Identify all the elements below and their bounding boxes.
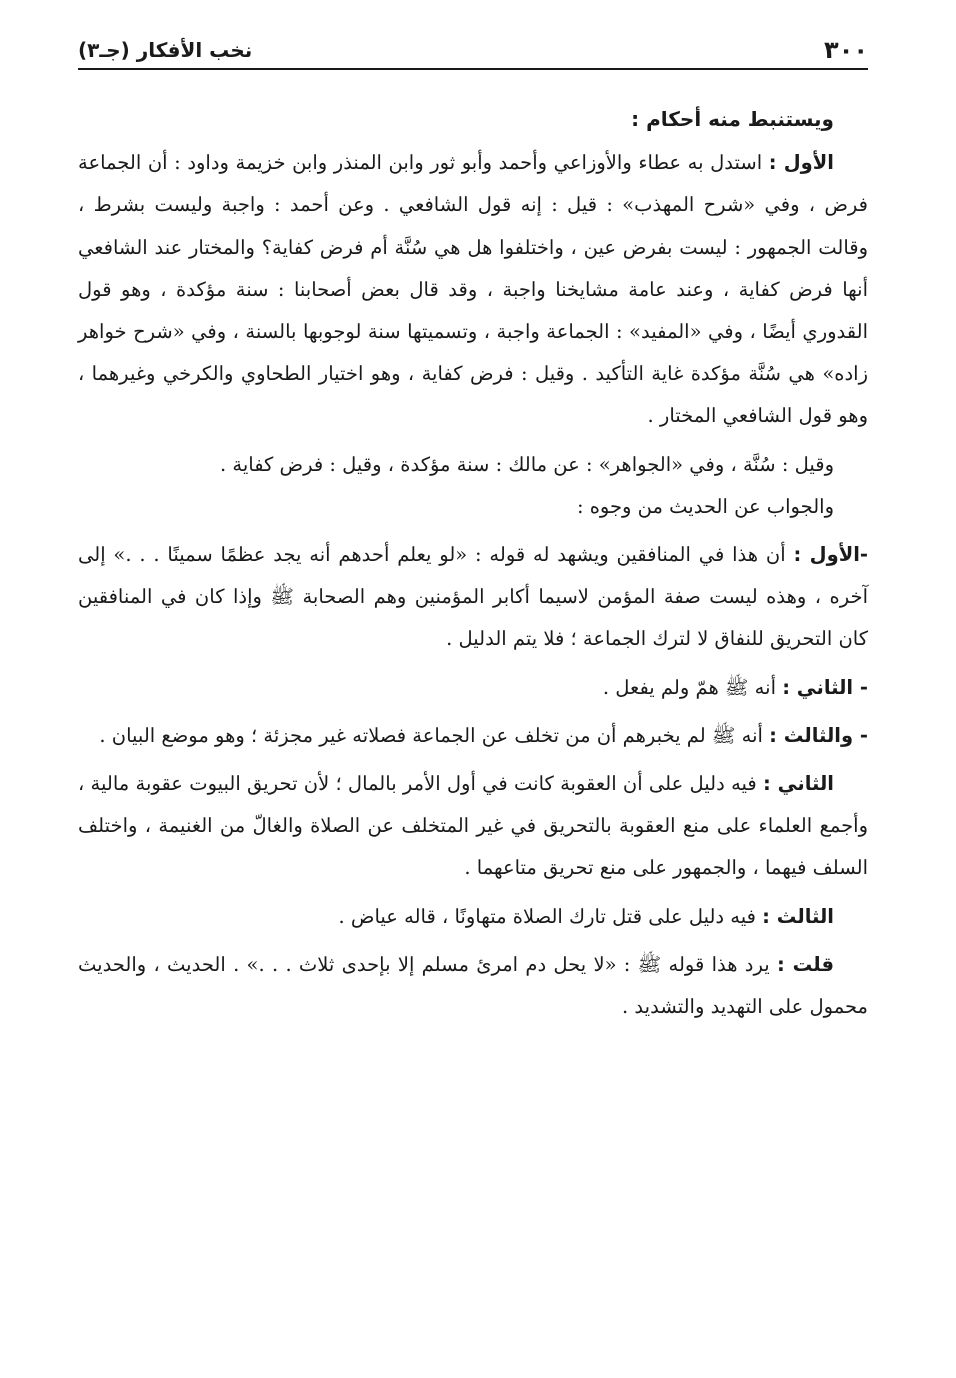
paragraph-third-ruling [78,896,868,938]
paragraph-text: أنه ﷺ همّ ولم يفعل . [602,675,783,699]
paragraph-lead: -الأول : [793,543,868,567]
paragraph-lead: الأول : [768,151,834,175]
paragraph-answer-intro [78,486,868,528]
paragraph-text: والجواب عن الحديث من وجوه : [576,494,834,518]
paragraph-text: فيه دليل على قتل تارك الصلاة متهاونًا ، قاله عياض . [338,904,763,928]
paragraph-lead: - الثاني : [782,675,868,699]
paragraph-text: وقيل : سُنَّة ، وفي «الجواهر» : عن مالك : سنة مؤكدة ، وقيل : فرض كفاية . [219,452,834,476]
paragraph-rebuttal [78,944,868,1028]
section-heading: ويستنبط منه أحكام : [631,107,834,131]
paragraph-lead: قلت : [776,952,834,976]
paragraph-text: أنه ﷺ لم يخبرهم أن من تخلف عن الجماعة فصلاته غير مجزئة ؛ وهو موضع البيان . [99,723,770,747]
page-body [78,98,868,1028]
running-title: نخب الأفكار (جـ٣) [78,38,253,62]
page-number: ٣٠٠ [824,36,868,64]
paragraph-first-ruling [78,142,868,437]
paragraph-second-ruling [78,763,868,890]
paragraph-other-sayings [78,444,868,486]
paragraph-answer-third [78,715,868,757]
paragraph-text: أن هذا في المنافقين ويشهد له قوله : «لو يعلم أحدهم أنه يجد عظمًا سمينًا . . .» إلى آخره ، وهذه ليست صفة المؤمن لاسيما أكابر المؤمنين وهم الصحابة ﷺ وإذا كان في المنافقين كان التحريق للنفاق لا لترك الجماعة ؛ فلا يتم الدليل . [78,543,868,651]
paragraph-text: يرد هذا قوله ﷺ : «لا يحل دم امرئ مسلم إلا بإحدى ثلاث . . .» . الحديث ، والحديث محمول على التهديد والتشديد . [78,952,868,1019]
paragraph-lead: - والثالث : [769,723,868,747]
paragraph-text: فيه دليل على أن العقوبة كانت في أول الأمر بالمال ؛ لأن تحريق البيوت عقوبة مالية ، وأجمع العلماء على منع العقوبة بالتحريق في غير المتخلف عن الصلاة والغالّ من الغنيمة ، واختلف السلف فيهما ، والجمهور على منع تحريق متاعهما . [78,772,868,880]
paragraph-text: استدل به عطاء والأوزاعي وأحمد وأبو ثور وابن المنذر وابن خزيمة وداود : أن الجماعة فرض ، وفي «شرح المهذب» : قيل : إنه قول الشافعي . وعن أحمد : واجبة وليست بشرط ، وقالت الجمهور : ليست بفرض عين ، واختلفوا هل هي سُنَّة أم فرض كفاية؟ والمختار عند الشافعي أنها فرض كفاية ، وعند عامة مشايخنا واجبة ، وقد قال بعض أصحابنا : سنة مؤكدة ، وهو قول القدوري أيضًا ، وفي «المفيد» : الجماعة واجبة ، وتسميتها سنة لوجوبها بالسنة ، وفي «شرح خواهر زاده» هي سُنَّة مؤكدة غاية التأكيد . وقيل : فرض كفاية ، وهو اختيار الطحاوي والكرخي وغيرهما ، وهو قول الشافعي المختار . [78,151,868,428]
paragraph-lead: الثالث : [762,904,834,928]
document-page [78,30,868,1028]
paragraph-lead: الثاني : [763,772,834,796]
page-header [78,30,868,70]
paragraph-answer-second [78,667,868,709]
paragraph-answer-first [78,534,868,661]
